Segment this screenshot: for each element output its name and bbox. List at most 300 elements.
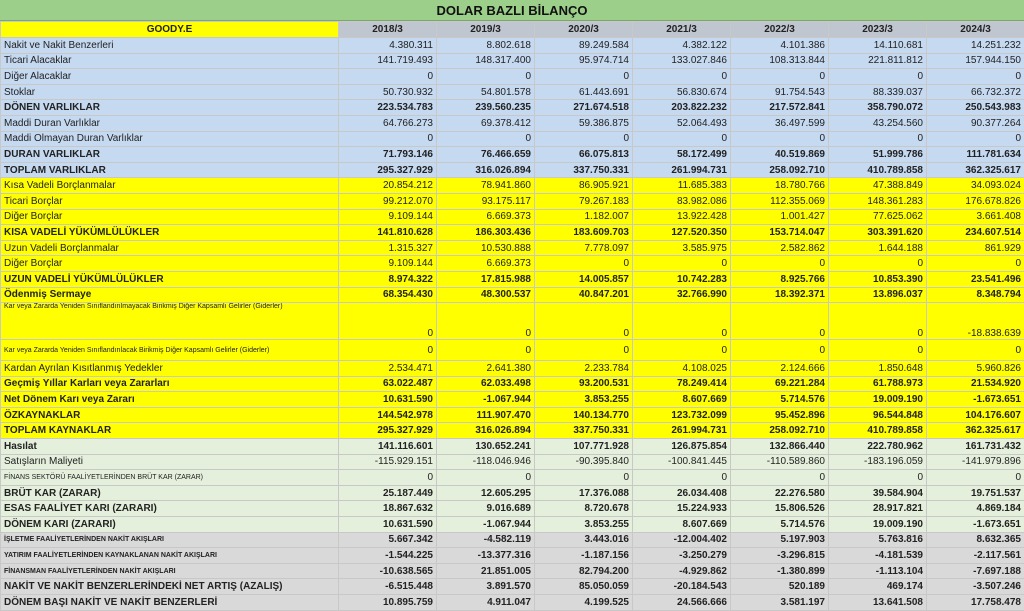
value-cell[interactable]: -4.582.119 [437,532,535,548]
value-cell[interactable]: 130.652.241 [437,439,535,455]
value-cell[interactable]: -12.004.402 [633,532,731,548]
table-row [1,340,1024,361]
value-cell[interactable]: 91.754.543 [731,84,829,100]
table-row [1,501,1024,517]
value-cell[interactable]: 68.354.430 [339,287,437,303]
value-cell[interactable]: 261.994.731 [633,423,731,439]
value-cell[interactable]: -7.697.188 [927,563,1024,579]
value-cell[interactable]: 4.382.122 [633,38,731,54]
value-cell[interactable]: 88.339.037 [829,84,927,100]
value-cell[interactable]: 90.377.264 [927,115,1024,131]
value-cell[interactable]: -1.673.651 [927,517,1024,533]
value-cell[interactable]: 2.641.380 [437,361,535,377]
value-cell[interactable]: 62.033.498 [437,376,535,392]
value-cell[interactable]: 0 [829,340,927,361]
value-cell[interactable]: 99.212.070 [339,193,437,209]
row-label[interactable]: DÖNEN VARLIKLAR [1,100,339,116]
value-cell[interactable]: 222.780.962 [829,439,927,455]
value-cell[interactable]: 223.534.783 [339,100,437,116]
value-cell[interactable]: 0 [535,340,633,361]
value-cell[interactable]: 148.317.400 [437,53,535,69]
value-cell[interactable]: -1.673.651 [927,392,1024,408]
value-cell[interactable]: 21.534.920 [927,376,1024,392]
value-cell[interactable]: 43.254.560 [829,115,927,131]
value-cell[interactable]: 50.730.932 [339,84,437,100]
value-cell[interactable]: 13.896.037 [829,287,927,303]
value-cell[interactable]: 12.605.295 [437,485,535,501]
row-label[interactable]: Maddi Duran Varlıklar [1,115,339,131]
value-cell[interactable]: 0 [437,470,535,486]
value-cell[interactable]: 140.134.770 [535,407,633,423]
value-cell[interactable]: 217.572.841 [731,100,829,116]
value-cell[interactable]: 95.452.896 [731,407,829,423]
row-label[interactable]: Net Dönem Karı veya Zararı [1,392,339,408]
value-cell[interactable]: 15.806.526 [731,501,829,517]
value-cell[interactable]: 5.667.342 [339,532,437,548]
value-cell[interactable]: 64.766.273 [339,115,437,131]
value-cell[interactable]: -1.544.225 [339,548,437,564]
value-cell[interactable]: 9.016.689 [437,501,535,517]
value-cell[interactable]: 0 [339,69,437,85]
value-cell[interactable]: 0 [829,470,927,486]
year-header[interactable]: 2020/3 [535,22,633,38]
table-row [1,517,1024,533]
value-cell[interactable]: 1.644.188 [829,240,927,256]
value-cell[interactable]: 10.631.590 [339,392,437,408]
value-cell[interactable]: 141.116.601 [339,439,437,455]
value-cell[interactable]: 2.124.666 [731,361,829,377]
year-header[interactable]: 2018/3 [339,22,437,38]
value-cell[interactable]: 5.714.576 [731,517,829,533]
row-label[interactable]: Kardan Ayrılan Kısıtlanmış Yedekler [1,361,339,377]
value-cell[interactable]: 2.582.862 [731,240,829,256]
row-label[interactable]: FİNANS SEKTÖRÜ FAALİYETLERİNDEN BRÜT KAR (ZARAR) [1,470,339,486]
value-cell[interactable]: 0 [535,256,633,272]
value-cell[interactable]: 3.581.197 [731,595,829,611]
value-cell[interactable]: 0 [927,256,1024,272]
balance-sheet-table [0,21,1024,611]
value-cell[interactable]: 86.905.921 [535,178,633,194]
value-cell[interactable]: 0 [633,470,731,486]
header-row [1,22,1024,38]
value-cell[interactable]: 0 [535,470,633,486]
table-row [1,423,1024,439]
value-cell[interactable]: 203.822.232 [633,100,731,116]
value-cell[interactable]: -2.117.561 [927,548,1024,564]
value-cell[interactable]: 0 [535,131,633,147]
value-cell[interactable]: 144.542.978 [339,407,437,423]
value-cell[interactable]: 0 [633,303,731,340]
value-cell[interactable]: 61.788.973 [829,376,927,392]
value-cell[interactable]: 161.731.432 [927,439,1024,455]
year-header[interactable]: 2024/3 [927,22,1024,38]
value-cell[interactable]: 520.189 [731,579,829,595]
value-cell[interactable]: 58.172.499 [633,147,731,163]
value-cell[interactable]: 3.443.016 [535,532,633,548]
row-label[interactable]: Hasılat [1,439,339,455]
value-cell[interactable]: 0 [339,340,437,361]
value-cell[interactable]: 10.742.283 [633,271,731,287]
value-cell[interactable]: 18.392.371 [731,287,829,303]
value-cell[interactable]: 3.661.408 [927,209,1024,225]
value-cell[interactable]: 34.093.024 [927,178,1024,194]
value-cell[interactable]: 0 [339,470,437,486]
value-cell[interactable]: 11.685.383 [633,178,731,194]
value-cell[interactable]: 76.466.659 [437,147,535,163]
value-cell[interactable]: 39.584.904 [829,485,927,501]
value-cell[interactable]: 71.793.146 [339,147,437,163]
value-cell[interactable]: 1.315.327 [339,240,437,256]
value-cell[interactable]: 19.009.190 [829,392,927,408]
value-cell[interactable]: -13.377.316 [437,548,535,564]
value-cell[interactable]: 10.853.390 [829,271,927,287]
value-cell[interactable]: 123.732.099 [633,407,731,423]
value-cell[interactable]: -20.184.543 [633,579,731,595]
value-cell[interactable]: -118.046.946 [437,454,535,470]
value-cell[interactable]: 141.719.493 [339,53,437,69]
value-cell[interactable]: 54.801.578 [437,84,535,100]
value-cell[interactable]: 10.631.590 [339,517,437,533]
value-cell[interactable]: 23.541.496 [927,271,1024,287]
value-cell[interactable]: -3.507.246 [927,579,1024,595]
value-cell[interactable]: 112.355.069 [731,193,829,209]
row-label[interactable]: DÖNEM BAŞI NAKİT VE NAKİT BENZERLERİ [1,595,339,611]
value-cell[interactable]: 52.064.493 [633,115,731,131]
value-cell[interactable]: 0 [633,340,731,361]
value-cell[interactable]: 0 [927,470,1024,486]
value-cell[interactable]: 4.199.525 [535,595,633,611]
row-label[interactable]: Nakit ve Nakit Benzerleri [1,38,339,54]
row-label[interactable]: ESAS FAALİYET KARI (ZARARI) [1,501,339,517]
value-cell[interactable]: 3.891.570 [437,579,535,595]
value-cell[interactable]: 36.497.599 [731,115,829,131]
value-cell[interactable]: 18.867.632 [339,501,437,517]
value-cell[interactable]: 66.075.813 [535,147,633,163]
value-cell[interactable]: 6.669.373 [437,256,535,272]
value-cell[interactable]: 10.530.888 [437,240,535,256]
value-cell[interactable]: -110.589.860 [731,454,829,470]
value-cell[interactable]: 8.925.766 [731,271,829,287]
table-row [1,162,1024,178]
value-cell[interactable]: 153.714.047 [731,225,829,241]
value-cell[interactable]: -1.113.104 [829,563,927,579]
value-cell[interactable]: -4.929.862 [633,563,731,579]
value-cell[interactable]: 63.022.487 [339,376,437,392]
row-label[interactable]: Ticari Alacaklar [1,53,339,69]
value-cell[interactable]: -1.067.944 [437,517,535,533]
value-cell[interactable]: 111.781.634 [927,147,1024,163]
value-cell[interactable]: 5.960.826 [927,361,1024,377]
value-cell[interactable]: 93.175.117 [437,193,535,209]
value-cell[interactable]: -3.296.815 [731,548,829,564]
value-cell[interactable]: 141.810.628 [339,225,437,241]
value-cell[interactable]: -90.395.840 [535,454,633,470]
value-cell[interactable]: 107.771.928 [535,439,633,455]
value-cell[interactable]: -6.515.448 [339,579,437,595]
value-cell[interactable]: 4.869.184 [927,501,1024,517]
value-cell[interactable]: 861.929 [927,240,1024,256]
value-cell[interactable]: 4.108.025 [633,361,731,377]
value-cell[interactable]: 1.001.427 [731,209,829,225]
value-cell[interactable]: 111.907.470 [437,407,535,423]
value-cell[interactable]: -18.838.639 [927,303,1024,340]
value-cell[interactable]: 14.110.681 [829,38,927,54]
table-row [1,115,1024,131]
value-cell[interactable]: 127.520.350 [633,225,731,241]
value-cell[interactable]: 78.941.860 [437,178,535,194]
value-cell[interactable]: 9.109.144 [339,209,437,225]
value-cell[interactable]: 20.854.212 [339,178,437,194]
row-label[interactable]: ÖZKAYNAKLAR [1,407,339,423]
row-label[interactable]: Kar veya Zararda Yeniden Sınıflandırılmayacak Birikmiş Diğer Kapsamlı Gelirler (Giderler) [1,303,339,340]
value-cell[interactable]: -4.181.539 [829,548,927,564]
value-cell[interactable]: 7.778.097 [535,240,633,256]
year-header[interactable]: 2021/3 [633,22,731,38]
value-cell[interactable]: 0 [437,340,535,361]
value-cell[interactable]: 0 [437,131,535,147]
value-cell[interactable]: 8.974.322 [339,271,437,287]
value-cell[interactable]: 126.875.854 [633,439,731,455]
value-cell[interactable]: 51.999.786 [829,147,927,163]
value-cell[interactable]: 17.815.988 [437,271,535,287]
value-cell[interactable]: 9.109.144 [339,256,437,272]
value-cell[interactable]: 0 [633,131,731,147]
value-cell[interactable]: 8.607.669 [633,517,731,533]
value-cell[interactable]: 17.376.088 [535,485,633,501]
value-cell[interactable]: 82.794.200 [535,563,633,579]
value-cell[interactable]: 362.325.617 [927,423,1024,439]
row-label[interactable]: Ödenmiş Sermaye [1,287,339,303]
value-cell[interactable]: 469.174 [829,579,927,595]
table-row [1,147,1024,163]
value-cell[interactable]: 93.200.531 [535,376,633,392]
value-cell[interactable]: 186.303.436 [437,225,535,241]
row-label[interactable]: Diğer Borçlar [1,209,339,225]
value-cell[interactable]: 14.251.232 [927,38,1024,54]
value-cell[interactable]: 0 [731,303,829,340]
value-cell[interactable]: 271.674.518 [535,100,633,116]
value-cell[interactable]: 28.917.821 [829,501,927,517]
value-cell[interactable]: 303.391.620 [829,225,927,241]
value-cell[interactable]: 8.348.794 [927,287,1024,303]
row-label[interactable]: Kar veya Zararda Yeniden Sınıflandırılacak Birikmiş Diğer Kapsamlı Gelirler (Giderler) [1,340,339,361]
value-cell[interactable]: 4.101.386 [731,38,829,54]
value-cell[interactable]: 17.758.478 [927,595,1024,611]
value-cell[interactable]: 108.313.844 [731,53,829,69]
value-cell[interactable]: 0 [731,470,829,486]
value-cell[interactable]: 0 [731,340,829,361]
value-cell[interactable]: 410.789.858 [829,423,927,439]
value-cell[interactable]: 0 [927,131,1024,147]
year-header[interactable]: 2023/3 [829,22,927,38]
value-cell[interactable]: 89.249.584 [535,38,633,54]
value-cell[interactable]: 0 [339,303,437,340]
value-cell[interactable]: 0 [437,69,535,85]
value-cell[interactable]: 24.566.666 [633,595,731,611]
value-cell[interactable]: -10.638.565 [339,563,437,579]
row-label[interactable]: UZUN VADELİ YÜKÜMLÜLÜKLER [1,271,339,287]
value-cell[interactable]: 0 [633,256,731,272]
row-label[interactable]: DURAN VARLIKLAR [1,147,339,163]
value-cell[interactable]: 133.027.846 [633,53,731,69]
value-cell[interactable]: 19.009.190 [829,517,927,533]
row-label[interactable]: YATIRIM FAALİYETLERİNDEN KAYNAKLANAN NAKİT AKIŞLARI [1,548,339,564]
value-cell[interactable]: 48.300.537 [437,287,535,303]
value-cell[interactable]: 47.388.849 [829,178,927,194]
value-cell[interactable]: 316.026.894 [437,162,535,178]
value-cell[interactable]: 79.267.183 [535,193,633,209]
value-cell[interactable]: 19.751.537 [927,485,1024,501]
value-cell[interactable]: 59.386.875 [535,115,633,131]
value-cell[interactable]: -1.187.156 [535,548,633,564]
value-cell[interactable]: 96.544.848 [829,407,927,423]
year-header[interactable]: 2019/3 [437,22,535,38]
value-cell[interactable]: 295.327.929 [339,423,437,439]
value-cell[interactable]: 77.625.062 [829,209,927,225]
value-cell[interactable]: 4.911.047 [437,595,535,611]
value-cell[interactable]: 337.750.331 [535,423,633,439]
value-cell[interactable]: 40.847.201 [535,287,633,303]
value-cell[interactable]: 0 [731,131,829,147]
value-cell[interactable]: -1.067.944 [437,392,535,408]
value-cell[interactable]: 5.197.903 [731,532,829,548]
value-cell[interactable]: 69.378.412 [437,115,535,131]
row-label[interactable]: KISA VADELİ YÜKÜMLÜLÜKLER [1,225,339,241]
value-cell[interactable]: 295.327.929 [339,162,437,178]
value-cell[interactable]: 21.851.005 [437,563,535,579]
value-cell[interactable]: 176.678.826 [927,193,1024,209]
row-label[interactable]: NAKİT VE NAKİT BENZERLERİNDEKİ NET ARTIŞ (AZALIŞ) [1,579,339,595]
value-cell[interactable]: 316.026.894 [437,423,535,439]
row-label[interactable]: TOPLAM VARLIKLAR [1,162,339,178]
value-cell[interactable]: 3.585.975 [633,240,731,256]
value-cell[interactable]: 18.780.766 [731,178,829,194]
value-cell[interactable]: 104.176.607 [927,407,1024,423]
value-cell[interactable]: 3.853.255 [535,517,633,533]
table-row [1,579,1024,595]
value-cell[interactable]: 69.221.284 [731,376,829,392]
table-row [1,271,1024,287]
value-cell[interactable]: 1.850.648 [829,361,927,377]
value-cell[interactable]: 8.607.669 [633,392,731,408]
row-label[interactable]: DÖNEM KARI (ZARARI) [1,517,339,533]
value-cell[interactable]: 0 [829,69,927,85]
value-cell[interactable]: 0 [339,131,437,147]
row-label[interactable]: Satışların Maliyeti [1,454,339,470]
value-cell[interactable]: -183.196.059 [829,454,927,470]
row-label[interactable]: Geçmiş Yıllar Karları veya Zararları [1,376,339,392]
value-cell[interactable]: -1.380.899 [731,563,829,579]
value-cell[interactable]: 6.669.373 [437,209,535,225]
value-cell[interactable]: 0 [927,69,1024,85]
value-cell[interactable]: 10.895.759 [339,595,437,611]
value-cell[interactable]: 261.994.731 [633,162,731,178]
row-label[interactable]: Maddi Olmayan Duran Varlıklar [1,131,339,147]
value-cell[interactable]: 0 [829,131,927,147]
value-cell[interactable]: 66.732.372 [927,84,1024,100]
value-cell[interactable]: 0 [829,256,927,272]
ticker-header[interactable]: GOODY.E [1,22,339,38]
row-label[interactable]: FİNANSMAN FAALİYETLERİNDEN NAKİT AKIŞLARI [1,563,339,579]
value-cell[interactable]: 250.543.983 [927,100,1024,116]
value-cell[interactable]: 258.092.710 [731,162,829,178]
value-cell[interactable]: 358.790.072 [829,100,927,116]
value-cell[interactable]: 258.092.710 [731,423,829,439]
value-cell[interactable]: 5.714.576 [731,392,829,408]
value-cell[interactable]: 362.325.617 [927,162,1024,178]
value-cell[interactable]: -115.929.151 [339,454,437,470]
value-cell[interactable]: 22.276.580 [731,485,829,501]
value-cell[interactable]: 26.034.408 [633,485,731,501]
value-cell[interactable]: 5.763.816 [829,532,927,548]
table-row [1,392,1024,408]
value-cell[interactable]: -3.250.279 [633,548,731,564]
value-cell[interactable]: 14.005.857 [535,271,633,287]
row-label[interactable]: TOPLAM KAYNAKLAR [1,423,339,439]
value-cell[interactable]: 337.750.331 [535,162,633,178]
value-cell[interactable]: 32.766.990 [633,287,731,303]
value-cell[interactable]: 183.609.703 [535,225,633,241]
value-cell[interactable]: 1.182.007 [535,209,633,225]
value-cell[interactable]: 95.974.714 [535,53,633,69]
value-cell[interactable]: 25.187.449 [339,485,437,501]
value-cell[interactable]: 0 [731,256,829,272]
value-cell[interactable]: 0 [633,69,731,85]
value-cell[interactable]: 83.982.086 [633,193,731,209]
value-cell[interactable]: 4.380.311 [339,38,437,54]
value-cell[interactable]: 0 [437,303,535,340]
value-cell[interactable]: 40.519.869 [731,147,829,163]
value-cell[interactable]: 2.233.784 [535,361,633,377]
value-cell[interactable]: 85.050.059 [535,579,633,595]
value-cell[interactable]: -100.841.445 [633,454,731,470]
value-cell[interactable]: 8.632.365 [927,532,1024,548]
value-cell[interactable]: 239.560.235 [437,100,535,116]
value-cell[interactable]: 0 [535,69,633,85]
value-cell[interactable]: 157.944.150 [927,53,1024,69]
value-cell[interactable]: 410.789.858 [829,162,927,178]
value-cell[interactable]: 13.922.428 [633,209,731,225]
value-cell[interactable]: 13.641.508 [829,595,927,611]
value-cell[interactable]: 61.443.691 [535,84,633,100]
row-label[interactable]: Diğer Alacaklar [1,69,339,85]
value-cell[interactable]: 148.361.283 [829,193,927,209]
value-cell[interactable]: 2.534.471 [339,361,437,377]
row-label[interactable]: Uzun Vadeli Borçlanmalar [1,240,339,256]
value-cell[interactable]: 0 [535,303,633,340]
value-cell[interactable]: 234.607.514 [927,225,1024,241]
value-cell[interactable]: 221.811.812 [829,53,927,69]
value-cell[interactable]: 15.224.933 [633,501,731,517]
row-label[interactable]: Diğer Borçlar [1,256,339,272]
year-header[interactable]: 2022/3 [731,22,829,38]
value-cell[interactable]: 8.802.618 [437,38,535,54]
row-label[interactable]: Ticari Borçlar [1,193,339,209]
row-label[interactable]: İŞLETME FAALİYETLERİNDEN NAKİT AKIŞLARI [1,532,339,548]
value-cell[interactable]: 8.720.678 [535,501,633,517]
value-cell[interactable]: 56.830.674 [633,84,731,100]
value-cell[interactable]: 0 [927,340,1024,361]
value-cell[interactable]: 0 [731,69,829,85]
value-cell[interactable]: 3.853.255 [535,392,633,408]
value-cell[interactable]: 78.249.414 [633,376,731,392]
row-label[interactable]: Stoklar [1,84,339,100]
row-label[interactable]: Kısa Vadeli Borçlanmalar [1,178,339,194]
value-cell[interactable]: 0 [829,303,927,340]
value-cell[interactable]: 132.866.440 [731,439,829,455]
value-cell[interactable]: -141.979.896 [927,454,1024,470]
row-label[interactable]: BRÜT KAR (ZARAR) [1,485,339,501]
